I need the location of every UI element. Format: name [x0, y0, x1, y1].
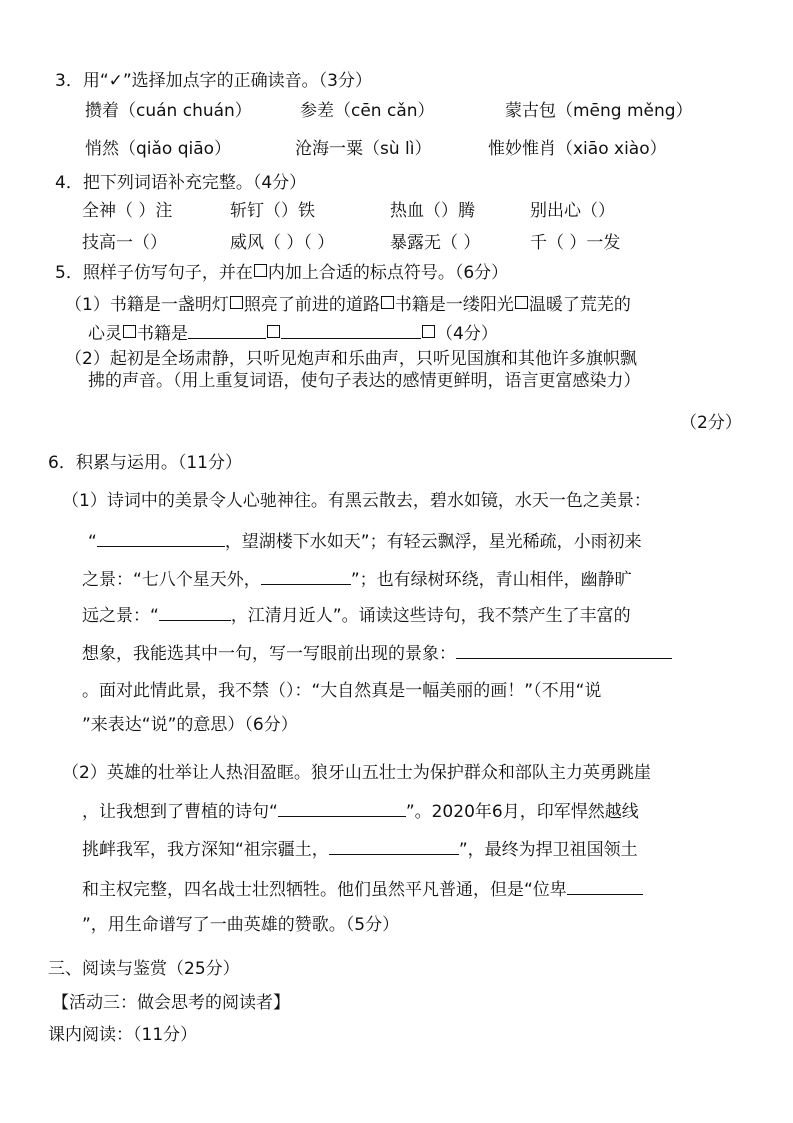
- punctuation-box[interactable]: [422, 325, 435, 338]
- q3-item-3: 蒙古包（mēng měng）: [505, 101, 693, 121]
- q6-title: 6．积累与运用。（11分）: [48, 453, 242, 473]
- q5-p1-text-c: 书籍是一缕阳光: [394, 295, 514, 315]
- q3-title: 3．用“✓”选择加点字的正确读音。（3分）: [55, 71, 372, 91]
- answer-blank[interactable]: [188, 322, 266, 339]
- q5-p2-line2: 拂的声音。（用上重复词语，使句子表达的感情更鲜明，语言更富感染力）: [88, 371, 641, 391]
- q4-item-5: 技高一（）: [82, 233, 167, 253]
- q3-item-4: 悄然（qiǎo qiāo）: [85, 139, 232, 159]
- punctuation-box[interactable]: [230, 296, 243, 309]
- q6-p2-l3: [82, 838, 638, 861]
- q4-item-1: 全神（ ）注: [82, 201, 173, 221]
- answer-blank[interactable]: [159, 604, 231, 621]
- q6-p1-l5-text: 想象，我能选其中一句，写一写眼前出现的景象：: [82, 644, 456, 664]
- q5-p1-score: （4分）: [436, 324, 498, 344]
- q5-title: [55, 262, 508, 284]
- q5-p2-score: （2分）: [680, 413, 742, 433]
- q5-p1-text-b: 照亮了前进的道路: [243, 295, 380, 315]
- q5-p1-text-d: 温暖了荒芜的: [528, 295, 631, 315]
- q4-title: 4．把下列词语补充完整。（4分）: [55, 173, 307, 193]
- q3-item-1: 攒着（cuán chuán）: [85, 101, 252, 121]
- q6-p2-l3b: ”，最终为捍卫祖国领土: [458, 840, 638, 860]
- activity-heading: 【活动三：做会思考的阅读者】: [52, 993, 290, 1013]
- punctuation-box[interactable]: [515, 296, 528, 309]
- q6-p2-l5: ”，用生命谱写了一曲英雄的赞歌。（5分）: [82, 915, 400, 935]
- q6-p2-l2b: ”。2020年6月，印军悍然越线: [405, 802, 639, 822]
- q6-p1-l4: [82, 604, 631, 627]
- q4-item-8: 千（ ）一发: [530, 233, 621, 253]
- q6-p2-l4a: 和主权完整，四名战士壮烈牺牲。他们虽然平凡普通，但是“位卑: [82, 880, 567, 900]
- q6-p1-l3a: 之景：“七八个星天外，: [82, 570, 261, 590]
- answer-blank[interactable]: [281, 322, 421, 339]
- q3-item-5: 沧海一粟（sù lì）: [295, 139, 432, 159]
- answer-blank[interactable]: [329, 838, 459, 855]
- q4-item-7: 暴露无（ ）: [390, 233, 481, 253]
- q6-p1-l4a: 远之景：“: [82, 606, 159, 626]
- q6-p2-l3a: 挑衅我军，我方深知“祖宗疆土，: [82, 840, 329, 860]
- reading-subheading: 课内阅读：（11分）: [48, 1025, 198, 1045]
- punctuation-box: [254, 264, 267, 277]
- q5-p2-line1: （2）起初是全场肃静，只听见炮声和乐曲声，只听见国旗和其他许多旗帜飘: [65, 349, 637, 369]
- answer-blank[interactable]: [97, 530, 225, 547]
- q6-p1-l7: ”来表达“说”的意思）（6分）: [82, 715, 298, 735]
- q6-p1-l1: （1）诗词中的美景令人心驰神往。有黑云散去，碧水如镜，水天一色之美景：: [62, 491, 651, 511]
- q5-p1-text-a: （1）书籍是一盏明灯: [65, 295, 229, 315]
- q6-p1-l4b: ，江清月近人”。诵读这些诗句，我不禁产生了丰富的: [230, 606, 631, 626]
- q4-item-6: 威风（ ）（ ）: [230, 233, 335, 253]
- q5-p1-text-e: 心灵: [88, 324, 122, 344]
- answer-blank[interactable]: [261, 568, 351, 585]
- q4-item-2: 斩钉（）铁: [230, 201, 315, 221]
- q3-item-2: 参差（cēn cǎn）: [300, 101, 435, 121]
- q3-item-6: 惟妙惟肖（xiāo xiào）: [488, 139, 667, 159]
- q6-p1-l6: 。面对此情此景，我不禁（）：“大自然真是一幅美丽的画！”（不用“说: [82, 681, 602, 701]
- q6-p1-l3b: ”；也有绿树环绕，青山相伴，幽静旷: [350, 570, 632, 590]
- q5-title-tail: 内加上合适的标点符号。（6分）: [267, 263, 509, 283]
- answer-blank[interactable]: [456, 642, 672, 659]
- q6-p1-l2a: “: [88, 532, 97, 552]
- section-3-title: 三、阅读与鉴赏（25分）: [48, 959, 240, 979]
- punctuation-box[interactable]: [267, 325, 280, 338]
- q5-p1-text-f: 书籍是: [137, 324, 188, 344]
- q4-item-4: 别出心（）: [530, 201, 615, 221]
- q6-p2-l2: [82, 800, 639, 823]
- q6-p2-l4: [82, 878, 643, 901]
- q6-p1-l2b: ，望湖楼下水如天”；有轻云飘浮，星光稀疏，小雨初来: [224, 532, 642, 552]
- q6-p1-l3: [82, 568, 632, 591]
- q6-p1-l5: [82, 642, 672, 665]
- punctuation-box[interactable]: [123, 325, 136, 338]
- q4-item-3: 热血（）腾: [390, 201, 475, 221]
- q5-title-head: 5．照样子仿写句子，并在: [55, 263, 253, 283]
- q6-p2-l2a: ，让我想到了曹植的诗句“: [82, 802, 278, 822]
- q6-p2-l1: （2）英雄的壮举让人热泪盈眶。狼牙山五壮士为保护群众和部队主力英勇跳崖: [62, 763, 651, 783]
- answer-blank[interactable]: [567, 878, 643, 895]
- answer-blank[interactable]: [278, 800, 406, 817]
- q5-p1-line2: [88, 322, 498, 345]
- q6-p1-l2: [88, 530, 642, 553]
- q5-p1-line1: [65, 294, 631, 316]
- punctuation-box[interactable]: [381, 296, 394, 309]
